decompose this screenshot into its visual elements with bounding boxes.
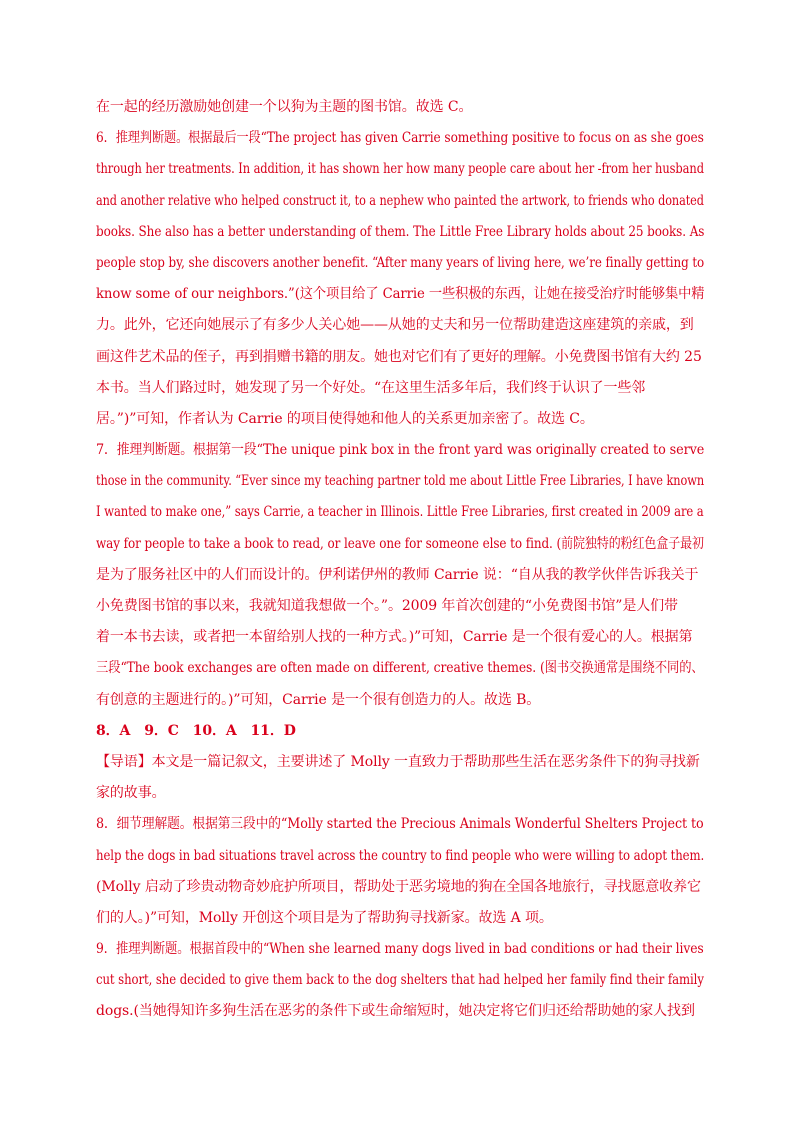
text-line: 在一起的经历激励她创建一个以狗为主题的图书馆。故选 C。: [96, 99, 473, 115]
text-line: 6．推理判断题。根据最后一段“The project has given Carrie something positive to focus on as she goes: [96, 130, 704, 147]
text-line: (Molly 启动了珍贵动物奇妙庇护所项目，帮助处于恶劣境地的狗在全国各地旅行，寻找愿意收养它: [96, 878, 701, 895]
text-line: 力。此外，它还向她展示了有多少人关心她——从她的丈夫和另一位帮助建造这座建筑的亲戚，到: [96, 317, 694, 334]
text-line: 【导语】本文是一篇记叙文，主要讲述了 Molly 一直致力于帮助那些生活在恶劣条件下的狗寻找新: [96, 753, 700, 770]
text-line: 居。”)”可知，作者认为 Carrie 的项目使得她和他人的关系更加亲密了。故选 C。: [96, 410, 594, 427]
text-line: through her treatments. In addition, it has shown her how many people care about her -from her husband: [96, 161, 704, 178]
text-line: help the dogs in bad situations travel across the country to find people who were willing to adopt them.: [96, 847, 704, 864]
text-line: 7．推理判断题。根据第一段“The unique pink box in the front yard was originally created to serve: [96, 442, 704, 459]
text-line: books. She also has a better understanding of them. The Little Free Library holds about 25 books. As: [96, 223, 704, 240]
text-line: way for people to take a book to read, or leave one for someone else to find. (前院独特的粉红色盒子最初: [96, 535, 704, 552]
text-line: 有创意的主题进行的。)”可知，Carrie 是一个很有创造力的人。故选 B。: [96, 691, 541, 708]
text-line: 三段“The book exchanges are often made on different, creative themes. (图书交换通常是围绕不同的、: [96, 660, 704, 677]
text-line: dogs.(当她得知许多狗生活在恶劣的条件下或生命缩短时，她决定将它们归还给帮助她的家人找到: [96, 1003, 695, 1020]
text-line: 家的故事。: [96, 785, 166, 802]
text-line: 小免费图书馆的事以来，我就知道我想做一个。”。2009 年首次创建的“小免费图书馆”是人们带: [96, 598, 678, 614]
text-line: people stop by, she discovers another benefit. “After many years of living here, we’re finally getting to: [96, 254, 704, 271]
text-line: 着一本书去读，或者把一本留给别人找的一种方式。)”可知，Carrie 是一个很有爱心的人。根据第: [96, 629, 693, 646]
text-line: cut short, she decided to give them back to the dog shelters that had helped her family find their family: [96, 972, 704, 989]
text-line: 本书。当人们路过时，她发现了另一个好处。“在这里生活多年后，我们终于认识了一些邻: [96, 379, 646, 396]
document-page: [96, 92, 704, 1028]
text-line: 们的人。)”可知，Molly 开创这个项目是为了帮助狗寻找新家。故选 A 项。: [96, 909, 553, 926]
text-line: 画这件艺术品的侄子，再到捐赠书籍的朋友。她也对它们有了更好的理解。小免费图书馆有大约 25: [96, 348, 702, 365]
text-line: I wanted to make one,” says Carrie, a teacher in Illinois. Little Free Libraries, first created in 2009 are a: [96, 504, 704, 521]
text-line: 是为了服务社区中的人们而设计的。伊利诺伊州的教师 Carrie 说：“自从我的教学伙伴告诉我关于: [96, 566, 699, 583]
text-line: those in the community. “Ever since my teaching partner told me about Little Free Libraries, I have known: [96, 473, 704, 490]
text-line: know some of our neighbors.”(这个项目给了 Carrie 一些积极的东西，让她在接受治疗时能够集中精: [96, 286, 704, 303]
text-line: 8．细节理解题。根据第三段中的“Molly started the Precious Animals Wonderful Shelters Project to: [96, 816, 704, 833]
text-line: and another relative who helped construct it, to a nephew who painted the artwork, to friends who donated: [96, 192, 704, 209]
text-line: 9．推理判断题。根据首段中的“When she learned many dogs lived in bad conditions or had their lives: [96, 941, 704, 958]
answer-key-line: 8．A 9．C 10．A 11．D: [96, 722, 296, 739]
